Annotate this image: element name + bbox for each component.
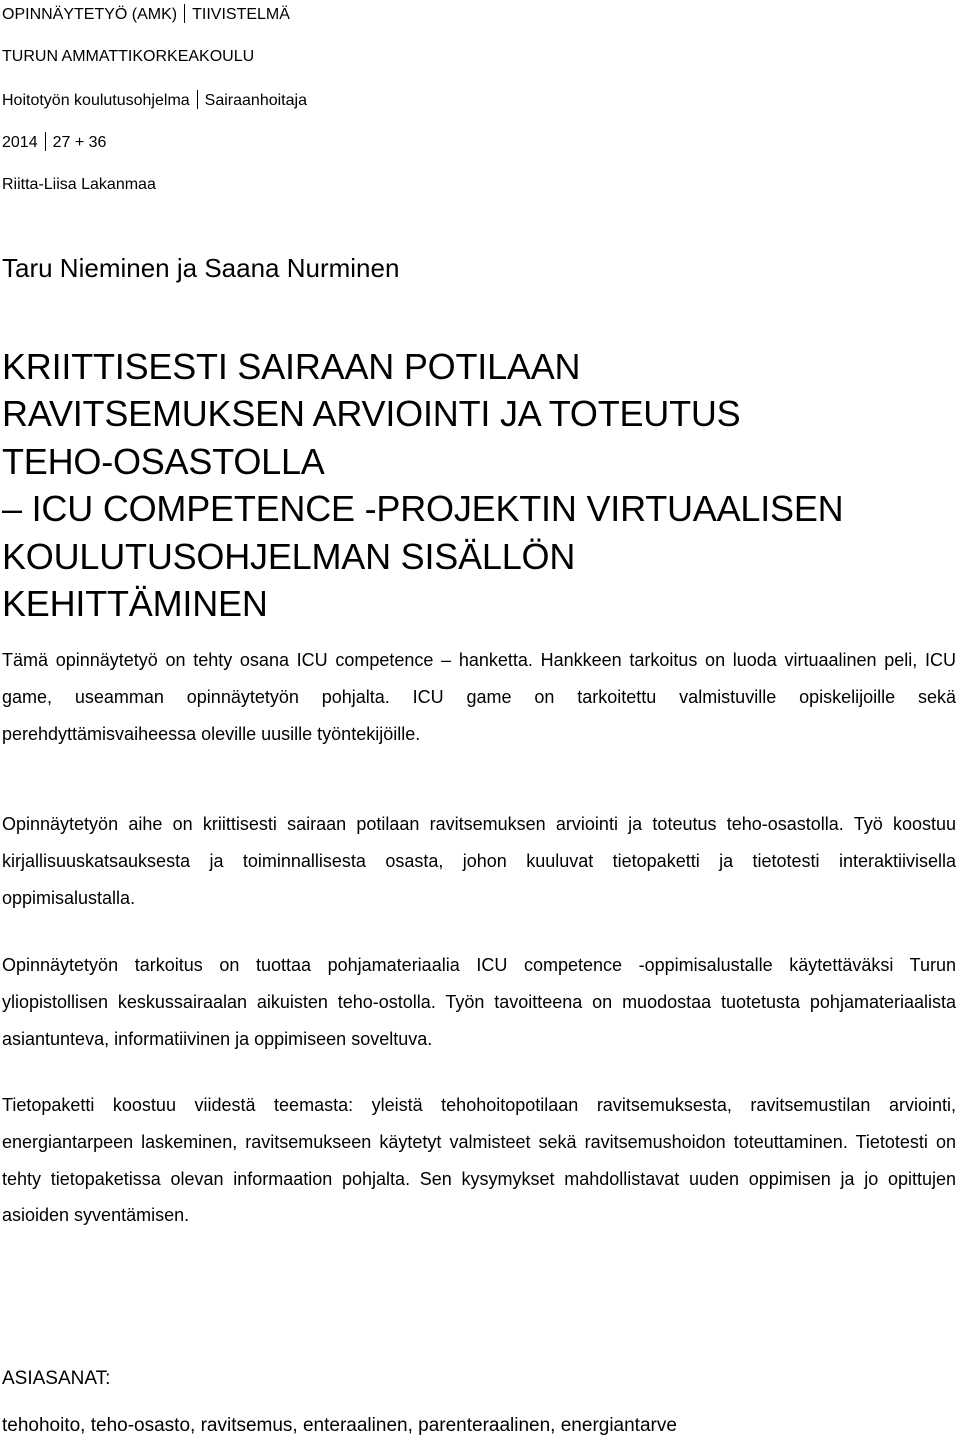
keywords-list: tehohoito, teho-osasto, ravitsemus, enteraalinen, parenteraalinen, energiantarve: [2, 1415, 677, 1436]
abstract-paragraph-2: Opinnäytetyön aihe on kriittisesti sairaan potilaan ravitsemuksen arviointi ja toteutus teho-osastolla. Työ koostuu kirjallisuuskatsauksesta ja toiminnallisesta osasta, johon kuuluvat tietopaketti ja tietotesti interaktiivisella oppimisalustalla.: [2, 814, 956, 908]
title-line: KEHITTÄMINEN: [2, 583, 268, 625]
title-line: – ICU COMPETENCE -PROJEKTIN VIRTUAALISEN: [2, 488, 844, 530]
authors: Taru Nieminen ja Saana Nurminen: [2, 253, 400, 283]
programme: Hoitotyön koulutusohjelma: [2, 92, 190, 109]
supervisor-line: [2, 175, 156, 195]
abstract-paragraph-3: Opinnäytetyön tarkoitus on tuottaa pohjamateriaalia ICU competence -oppimisalustalle käytettäväksi Turun yliopistollisen keskussairaalan aikuisten teho-ostolla. Työn tavoitteena on muodostaa tuotetusta pohjamateriaalista asiantunteva, informatiivinen ja oppimiseen soveltuva.: [2, 955, 956, 1049]
document-type: TIIVISTELMÄ: [192, 6, 290, 23]
university-line: [2, 47, 254, 67]
separator-bar: [184, 4, 185, 23]
keywords-heading: ASIASANAT:: [2, 1368, 111, 1389]
year-pages-line: [2, 132, 106, 153]
separator-bar: [197, 90, 198, 109]
university: TURUN AMMATTIKORKEAKOULU: [2, 48, 255, 65]
specialization: Sairaanhoitaja: [204, 92, 307, 109]
supervisor: Riitta-Liisa Lakanmaa: [2, 176, 156, 193]
separator-bar: [45, 132, 46, 151]
page-count: 27 + 36: [52, 134, 107, 151]
thesis-type-line: [2, 4, 290, 25]
abstract-paragraph-4: Tietopaketti koostuu viidestä teemasta: yleistä tehohoitopotilaan ravitsemuksesta, ravitsemustilan arviointi, energiantarpeen laskeminen, ravitsemukseen käytetyt valmisteet sekä ravitsemushoidon toteuttaminen. Tietotesti on tehty tietopaketissa olevan informaation pohjalta. Sen kysymykset mahdollistavat uuden oppimisen ja jo opittujen asioiden syventämisen.: [2, 1095, 956, 1226]
title-line: TEHO-OSASTOLLA: [2, 440, 325, 482]
title-line: KOULUTUSOHJELMAN SISÄLLÖN: [2, 535, 576, 577]
programme-line: [2, 90, 307, 111]
thesis-title: [2, 343, 960, 627]
thesis-type: OPINNÄYTETYÖ (AMK): [2, 6, 178, 23]
title-line: KRIITTISESTI SAIRAAN POTILAAN: [2, 346, 581, 387]
abstract-paragraph-1: Tämä opinnäytetyö on tehty osana ICU competence – hanketta. Hankkeen tarkoitus on luoda virtuaalinen peli, ICU game, useamman opinnäytetyön pohjalta. ICU game on tarkoitettu valmistuville opiskelijoille sekä perehdyttämisvaiheessa oleville uusille työntekijöille.: [2, 650, 956, 744]
year: 2014: [2, 134, 38, 151]
title-line: RAVITSEMUKSEN ARVIOINTI JA TOTEUTUS: [2, 393, 741, 435]
